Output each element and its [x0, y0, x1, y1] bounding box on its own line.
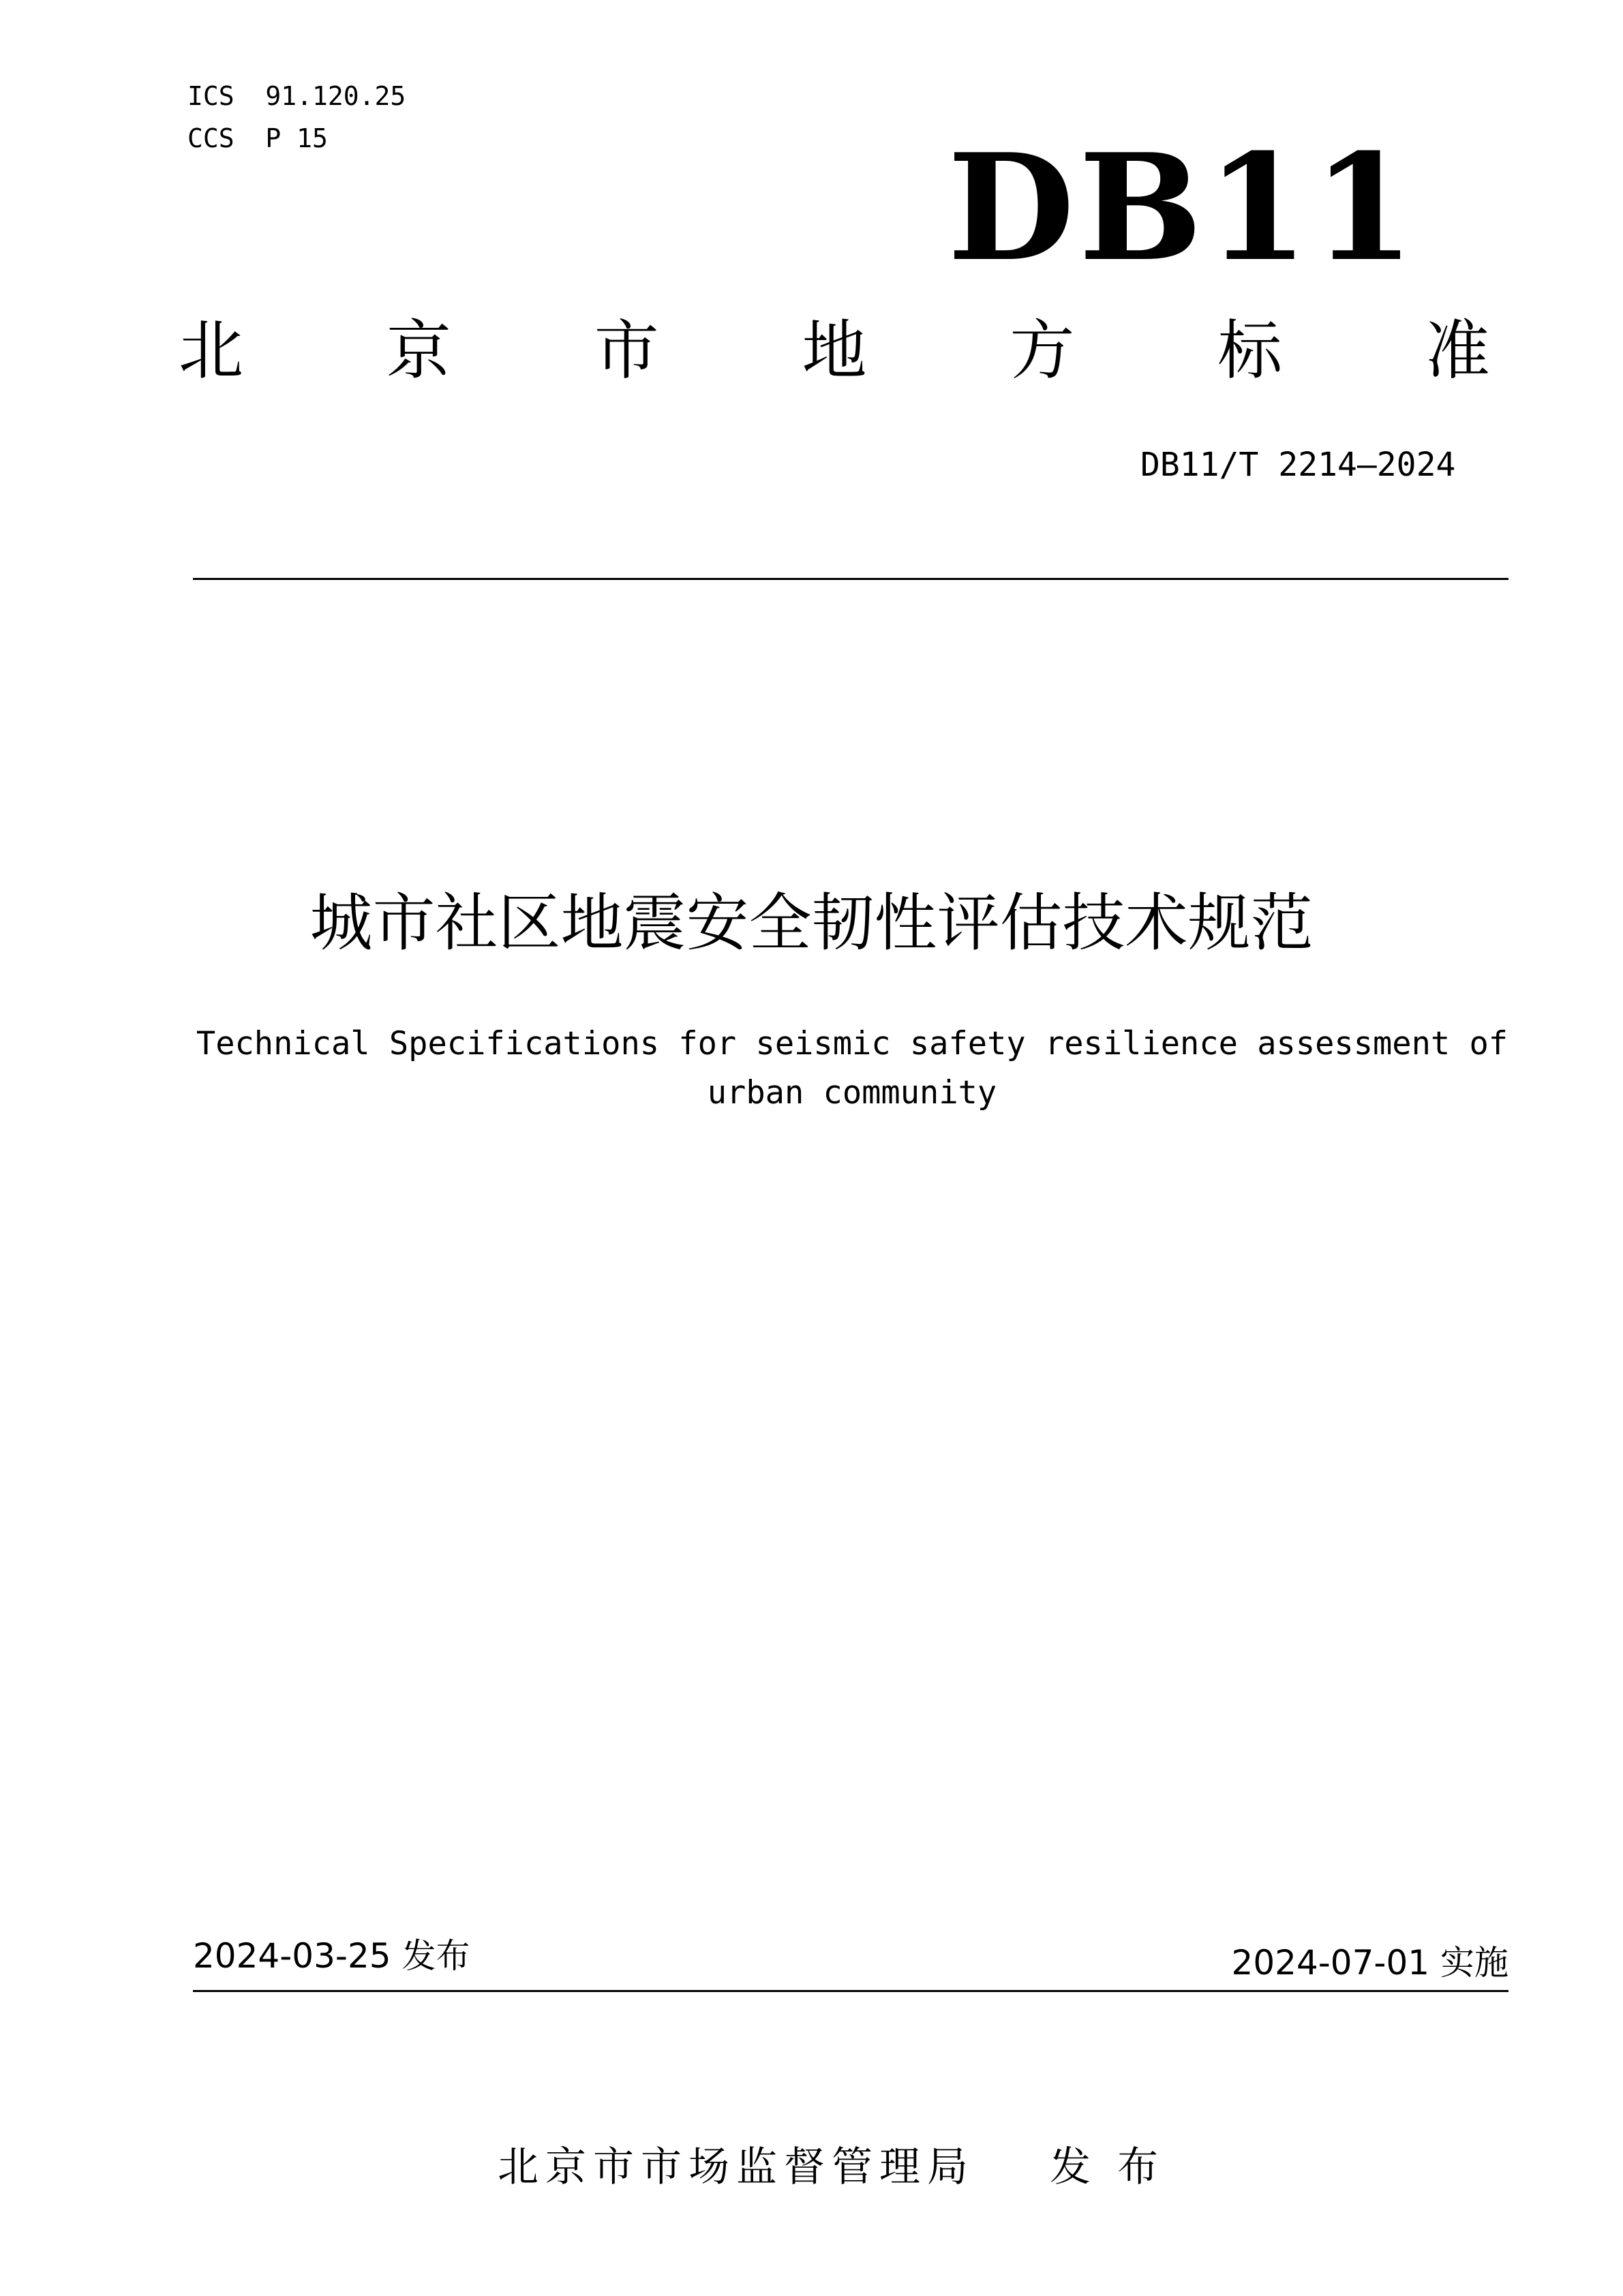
header-divider — [193, 578, 1508, 580]
publisher-line — [0, 2085, 1623, 2194]
standard-type-char: 市 — [594, 313, 659, 388]
standard-type-char: 准 — [1425, 313, 1490, 388]
date-divider — [193, 1990, 1508, 1992]
standard-number: DB11/T 2214—2024 — [1140, 446, 1456, 484]
title-english-line: urban community — [707, 1074, 997, 1112]
implementation-date: 2024-07-01 实施 — [1231, 1943, 1508, 1983]
standard-type-char: 北 — [179, 313, 244, 388]
standard-type-char: 方 — [1010, 313, 1075, 388]
title-english-line: Technical Specifications for seismic safety resilience assessment of — [196, 1025, 1508, 1062]
publisher-name: 北京市市场监督管理局 — [498, 2143, 975, 2191]
standard-type-char: 地 — [802, 313, 867, 388]
issue-date: 2024-03-25 发布 — [193, 1936, 470, 1976]
standard-type-heading — [179, 313, 1490, 388]
classification-codes — [187, 75, 406, 159]
ccs-code: CCS P 15 — [187, 123, 328, 153]
publisher-action: 发 布 — [1050, 2143, 1166, 2191]
standard-type-char: 标 — [1217, 313, 1283, 388]
ics-code: ICS 91.120.25 — [187, 81, 406, 111]
title-english — [191, 1020, 1513, 1118]
title-chinese: 城市社区地震安全韧性评估技术规范 — [309, 887, 1314, 960]
standard-type-char: 京 — [386, 313, 451, 388]
db11-logo: DB11 — [947, 121, 1419, 294]
